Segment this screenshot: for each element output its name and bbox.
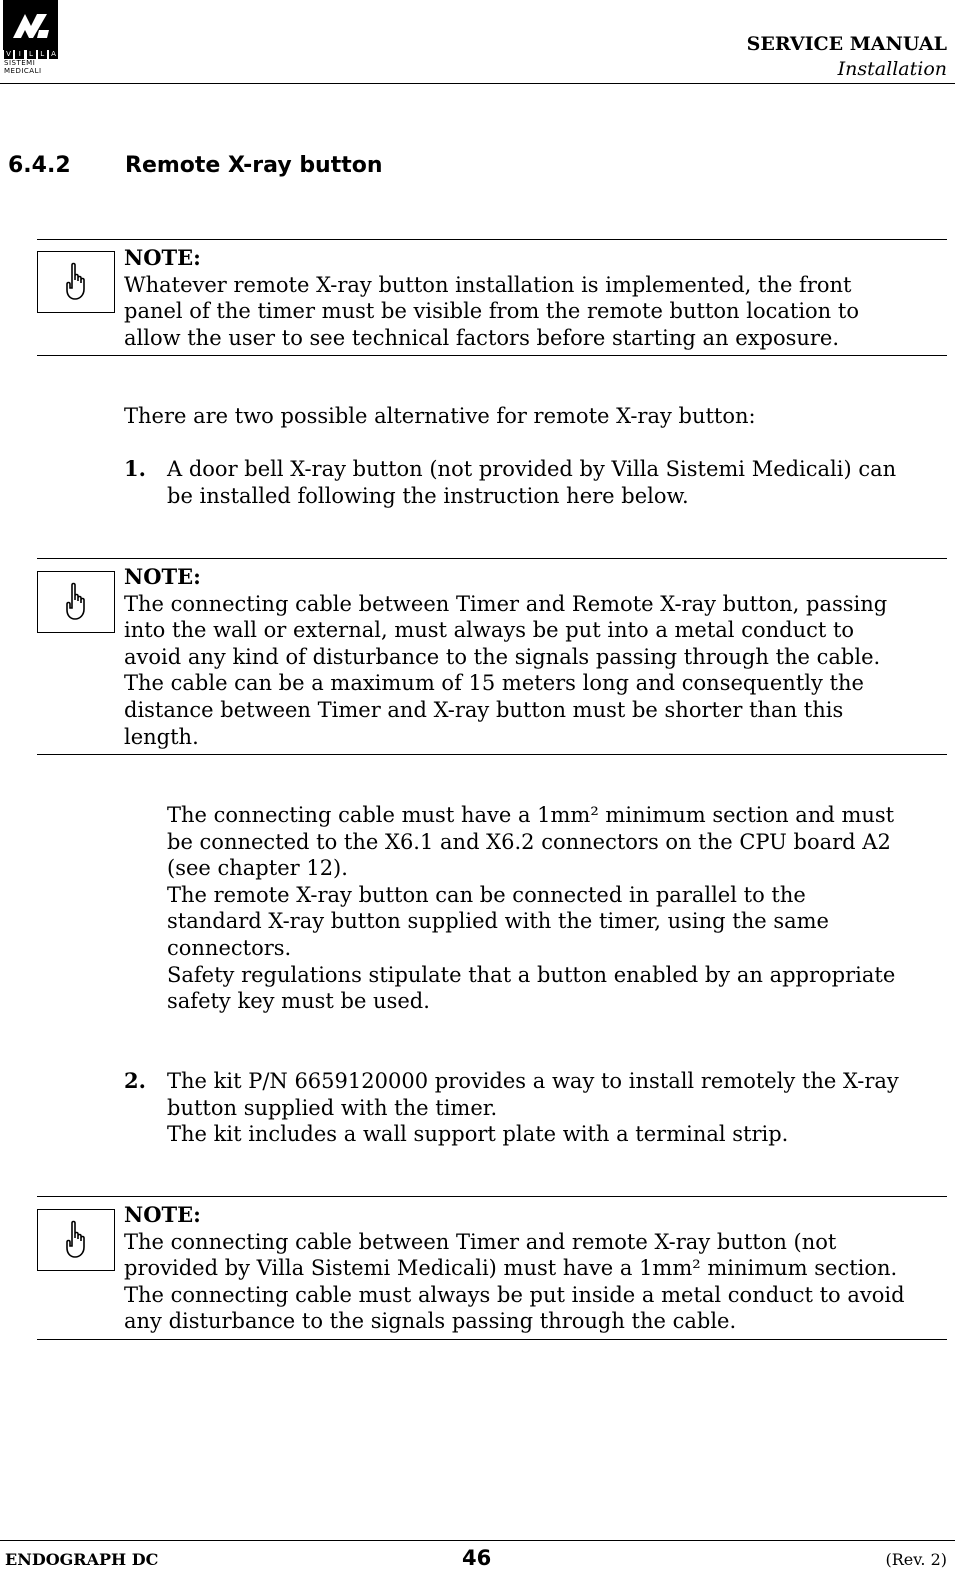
note-line: The cable can be a maximum of 15 meters long and consequently the — [124, 671, 864, 696]
item-2-number: 2. — [124, 1068, 146, 1093]
detail-line: be connected to the X6.1 and X6.2 connectors on the CPU board A2 — [167, 829, 891, 854]
note-line: length. — [124, 724, 199, 749]
intro-paragraph: There are two possible alternative for remote X-ray button: — [124, 404, 756, 428]
detail-line: standard X-ray button supplied with the timer, using the same — [167, 909, 829, 934]
hand-pointing-icon — [37, 251, 115, 313]
note-line: Whatever remote X-ray button installation is implemented, the front — [124, 272, 852, 297]
detail-line: (see chapter 12). — [167, 856, 348, 881]
logo-mark — [3, 0, 58, 50]
header-title: SERVICE MANUAL — [746, 33, 947, 55]
note-block-3 — [37, 1196, 947, 1340]
item-2-text — [167, 1068, 899, 1148]
logo-line-1: V I L L A — [3, 50, 59, 59]
note-block-2 — [37, 558, 947, 755]
note-label: NOTE: — [124, 564, 201, 589]
note-line: The connecting cable between Timer and remote X-ray button (not — [124, 1229, 837, 1254]
footer-revision: (Rev. 2) — [885, 1550, 947, 1569]
item-1-number: 1. — [124, 456, 146, 481]
item-line: be installed following the instruction here below. — [167, 483, 689, 508]
note-line: distance between Timer and X-ray button must be shorter than this — [124, 697, 844, 722]
note-line: any disturbance to the signals passing through the cable. — [124, 1309, 737, 1334]
section-title: Remote X-ray button — [125, 153, 383, 178]
item-line: A door bell X-ray button (not provided by Villa Sistemi Medicali) can — [167, 457, 897, 481]
logo-line-2: SISTEMI — [4, 59, 36, 67]
note-block-1 — [37, 239, 947, 356]
detail-line: The connecting cable must have a 1mm² minimum section and must — [167, 803, 895, 827]
item-line: The kit includes a wall support plate with a terminal strip. — [167, 1122, 789, 1147]
note-line: allow the user to see technical factors before starting an exposure. — [124, 325, 840, 350]
note-line: provided by Villa Sistemi Medicali) must have a 1mm² minimum section. — [124, 1256, 898, 1281]
company-logo — [3, 0, 59, 82]
item-1-text — [167, 456, 896, 509]
note-label: NOTE: — [124, 1202, 201, 1227]
footer-rule — [0, 1540, 955, 1541]
hand-pointing-icon — [37, 571, 115, 633]
item-line: The kit P/N 6659120000 provides a way to install remotely the X-ray — [167, 1069, 899, 1093]
note-line: panel of the timer must be visible from the remote button location to — [124, 299, 859, 324]
item-1-details — [167, 802, 895, 1015]
note-line: The connecting cable between Timer and Remote X-ray button, passing — [124, 591, 888, 616]
note-line: avoid any kind of disturbance to the signals passing through the cable. — [124, 644, 881, 669]
note-label: NOTE: — [124, 245, 201, 270]
detail-line: The remote X-ray button can be connected in parallel to the — [167, 882, 806, 907]
hand-pointing-icon — [37, 1209, 115, 1271]
detail-line: safety key must be used. — [167, 989, 430, 1014]
note-line: The connecting cable must always be put inside a metal conduct to avoid — [124, 1282, 905, 1307]
detail-line: Safety regulations stipulate that a button enabled by an appropriate — [167, 962, 896, 987]
header-subtitle: Installation — [837, 58, 947, 80]
page-number: 46 — [462, 1546, 492, 1570]
footer-product: ENDOGRAPH DC — [5, 1550, 159, 1569]
note-line: into the wall or external, must always be put into a metal conduct to — [124, 618, 855, 643]
logo-symbol-icon — [3, 0, 58, 50]
logo-line-3: MEDICALI — [4, 67, 42, 75]
header-rule — [0, 83, 955, 84]
item-line: button supplied with the timer. — [167, 1095, 498, 1120]
detail-line: connectors. — [167, 935, 292, 960]
section-number: 6.4.2 — [8, 153, 71, 178]
